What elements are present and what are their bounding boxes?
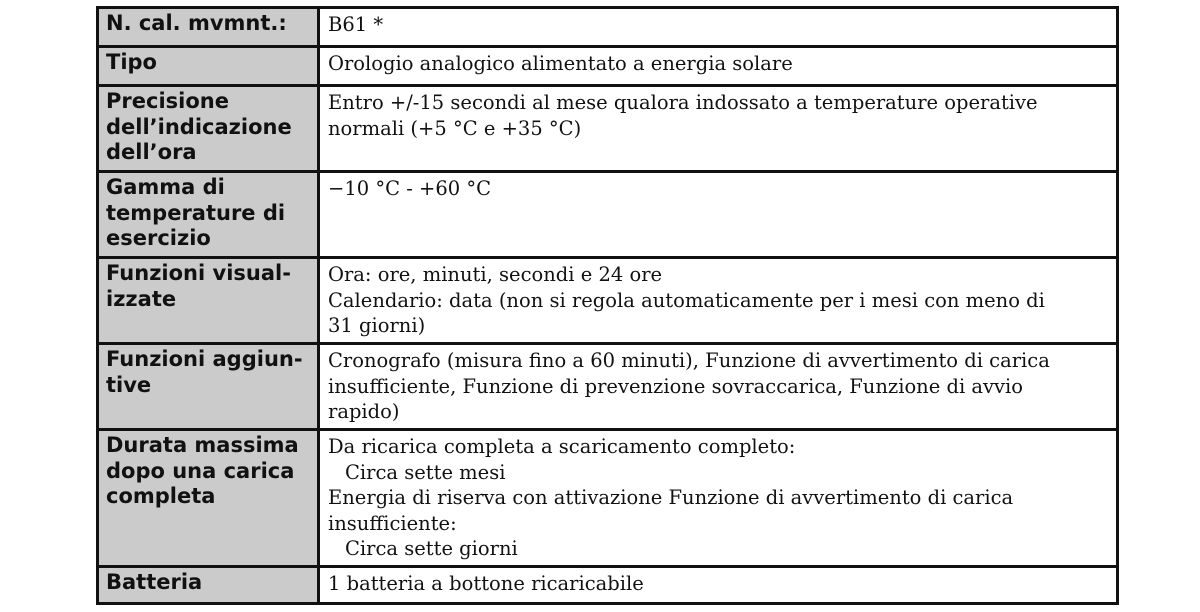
spec-value-type: Orologio analogico alimentato a energia solare — [319, 47, 1118, 86]
spec-value-line: normali (+5 °C e +35 °C) — [328, 116, 582, 140]
spec-value-line: Circa sette giorni — [345, 537, 518, 560]
spec-value-line: Circa sette mesi — [345, 460, 506, 484]
spec-value-line: Ora: ore, minuti, secondi e 24 ore — [328, 263, 663, 286]
spec-row-max-duration — [98, 430, 1118, 567]
spec-label-battery: Batteria — [98, 567, 319, 604]
spec-value-line: Energia di riserva con attivazione Funzione di avvertimento di carica — [328, 486, 1014, 509]
spec-label-max-duration: Durata massima dopo una carica completa — [98, 430, 319, 567]
spec-row-battery — [98, 567, 1118, 604]
spec-value-battery: 1 batteria a bottone ricaricabile — [319, 567, 1118, 604]
spec-label-accuracy: Precisione dell’indicazione dell’ora — [98, 86, 319, 172]
spec-row-additional-functions — [98, 344, 1118, 430]
spec-row-accuracy — [98, 86, 1118, 172]
spec-row-display-functions — [98, 258, 1118, 344]
specifications-table — [96, 6, 1119, 605]
spec-value-line: 31 giorni) — [328, 314, 426, 337]
spec-value-line: insufficiente: — [328, 511, 457, 535]
spec-label-type: Tipo — [98, 47, 319, 86]
spec-value-temperature-range: −10 °C - +60 °C — [319, 172, 1118, 258]
spec-label-temperature-range: Gamma di temperature di esercizio — [98, 172, 319, 258]
spec-value-accuracy — [319, 86, 1118, 172]
spec-row-temperature-range — [98, 172, 1118, 258]
spec-label-additional-functions: Funzioni aggiun- tive — [98, 344, 319, 430]
spec-value-model: B61 * — [319, 8, 1118, 47]
spec-label-display-functions: Funzioni visual- izzate — [98, 258, 319, 344]
spec-value-line: insufficiente, Funzione di prevenzione sovraccarica, Funzione di avvio — [328, 374, 1024, 398]
spec-value-additional-functions — [319, 344, 1118, 430]
spec-value-line: Da ricarica completa a scaricamento completo: — [328, 435, 796, 458]
spec-value-line: Cronografo (misura fino a 60 minuti), Funzione di avvertimento di carica — [328, 349, 1050, 372]
spec-label-model: N. cal. mvmnt.: — [98, 8, 319, 47]
spec-value-max-duration — [319, 430, 1118, 567]
spec-value-display-functions — [319, 258, 1118, 344]
spec-value-line: rapido) — [328, 400, 400, 423]
spec-row-type — [98, 47, 1118, 86]
spec-value-line: Calendario: data (non si regola automaticamente per i mesi con meno di — [328, 288, 1045, 312]
spec-row-model — [98, 8, 1118, 47]
spec-value-line: Entro +/-15 secondi al mese qualora indossato a temperature operative — [328, 91, 1038, 114]
